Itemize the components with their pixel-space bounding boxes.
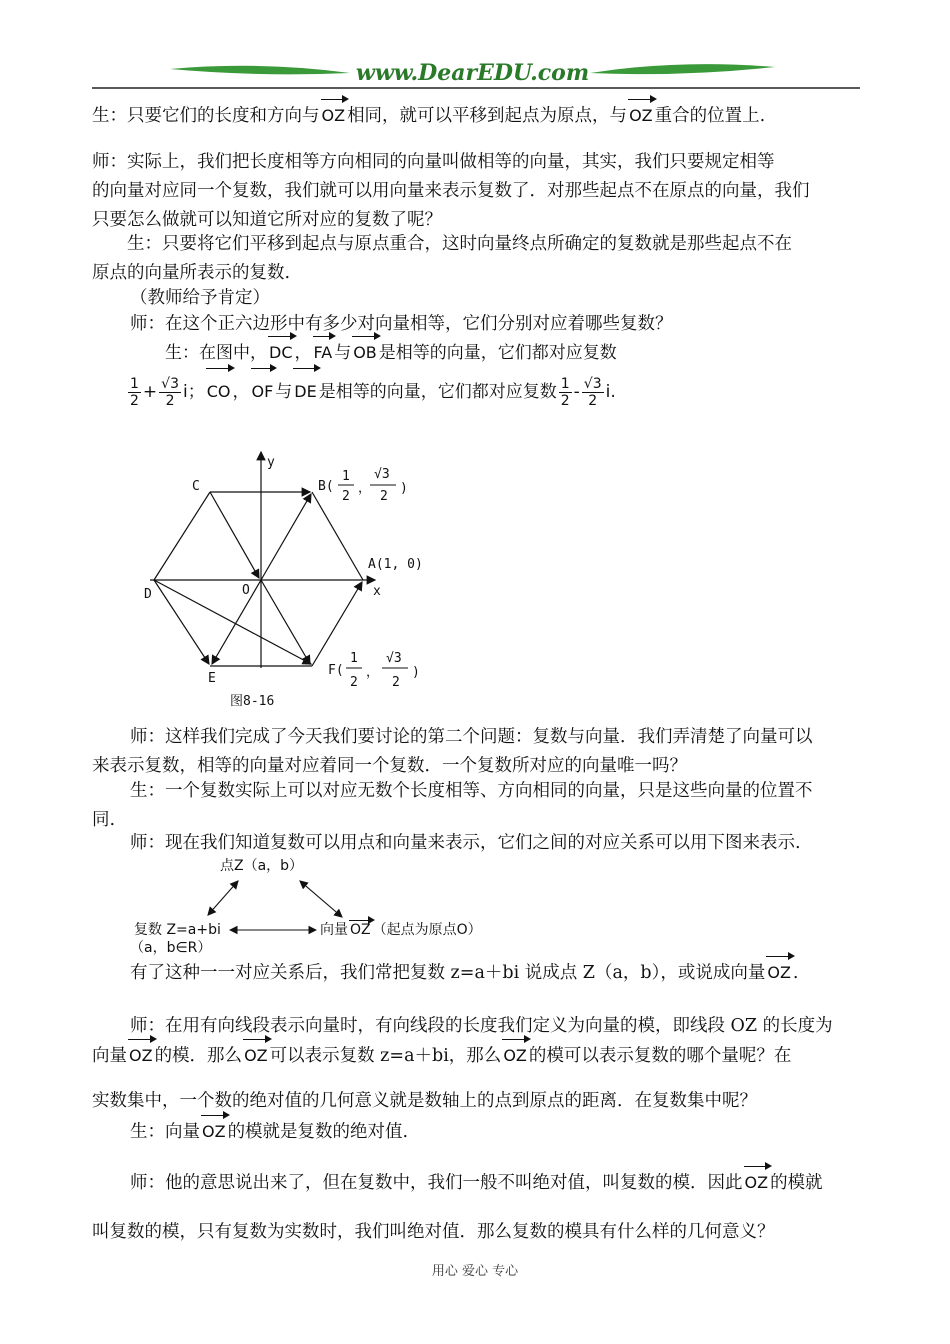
svg-text:2: 2 xyxy=(350,675,358,690)
vector-de: DE xyxy=(292,370,318,414)
label-a: A(1, 0) xyxy=(368,557,423,572)
paragraph-2 xyxy=(92,148,862,235)
paragraph-4: （教师给予肯定） xyxy=(130,288,270,308)
p3-line-2: 原点的向量所表示的复数. xyxy=(92,263,291,283)
page-header xyxy=(0,55,950,95)
label-f: F( xyxy=(328,663,344,678)
paragraph-11-line-3: 实数集中，一个数的绝对值的几何意义就是数轴上的点到原点的距离．在复数集中呢？ xyxy=(92,1091,757,1111)
plus-sign: + xyxy=(142,382,158,402)
label-e: E xyxy=(208,671,216,686)
hexagon-figure xyxy=(130,440,450,720)
svg-text:，: ， xyxy=(358,481,372,496)
label-b: B( xyxy=(318,479,334,494)
vector-oz: OZ xyxy=(765,958,793,987)
vector-oz: OZ xyxy=(501,1041,529,1070)
vector-of: OF xyxy=(250,370,276,414)
paragraph-6 xyxy=(165,338,935,368)
label-o: O xyxy=(242,583,250,598)
page-footer: 用心 爱心 专心 xyxy=(431,1264,519,1279)
fraction-sqrt3-half: $\frac{√3}{2}$ xyxy=(161,375,179,409)
fraction-sqrt3-half-2: $\frac{√3}{2}$ xyxy=(583,375,602,409)
vector-oz: OZ xyxy=(743,1168,771,1197)
paragraph-12: 生：向量 OZ 的模就是复数的绝对值. xyxy=(130,1117,900,1147)
svg-text:，: ， xyxy=(366,665,380,680)
p6-text-b: ， xyxy=(294,343,312,363)
p11-line-1: 师：在用有向线段表示向量时，有向线段的长度我们定义为向量的模，即线段 OZ 的长度为 xyxy=(130,1016,833,1036)
p7-line-1: 师：这样我们完成了今天我们要讨论的第二个问题：复数与向量．我们弄清楚了向量可以 xyxy=(130,727,813,747)
label-y: y xyxy=(267,455,275,470)
minus-sign: - xyxy=(573,382,580,402)
f-coord-fraction xyxy=(346,651,420,690)
diagram-point-label: 点Z（a，b） xyxy=(220,858,304,874)
svg-text:1: 1 xyxy=(342,469,350,484)
b-coord-fraction xyxy=(338,467,408,504)
diagram-vector-label: 向量 OZ （起点为原点O） xyxy=(320,922,482,938)
fraction-half-2: $\frac{1}{2}$ xyxy=(560,375,570,409)
vector-fa: FA xyxy=(312,338,335,367)
correspondence-diagram xyxy=(130,855,550,955)
label-d: D xyxy=(144,587,152,602)
p6-text-d: 是相等的向量，它们都对应复数 xyxy=(378,343,617,363)
p11-line-2: 向量 OZ 的模．那么 OZ 可以表示复数 z=a＋bi，那么 OZ 的模可以表示复数的哪个量呢？在 xyxy=(92,1041,862,1071)
p6-text-e: 是相等的向量，它们都对应复数 xyxy=(318,382,557,402)
p10-text-a: 有了这种一一对应关系后，我们常把复数 z=a＋bi 说成点 Z（a，b），或说成向量 xyxy=(130,963,766,983)
figure-caption: 图8-16 xyxy=(230,694,275,709)
svg-text:√3: √3 xyxy=(386,651,402,666)
paragraph-8 xyxy=(92,777,862,835)
p1-text-a: 生：只要它们的长度和方向与 xyxy=(92,106,320,126)
and-text: 与 xyxy=(275,382,293,402)
svg-text:): ) xyxy=(400,481,408,496)
p8-line-1: 生：一个复数实际上可以对应无数个长度相等、方向相同的向量，只是这些向量的位置不 xyxy=(130,781,813,801)
paragraph-5: 师：在这个正六边形中有多少对向量相等，它们分别对应着哪些复数？ xyxy=(130,314,673,334)
svg-text:2: 2 xyxy=(380,489,388,504)
p1-text-b: 相同，就可以平移到起点为原点，与 xyxy=(347,106,628,126)
svg-text:√3: √3 xyxy=(374,467,390,482)
paragraph-13-line-2: 叫复数的模，只有复数为实数时，我们叫绝对值．那么复数的模具有什么样的几何意义？ xyxy=(92,1222,775,1242)
fraction-half: $\frac{1}{2}$ xyxy=(130,375,139,409)
svg-text:2: 2 xyxy=(392,675,400,690)
vector-oz: OZ xyxy=(200,1117,228,1146)
p2-line-2: 的向量对应同一个复数，我们就可以用向量来表示复数了．对那些起点不在原点的向量，我们 xyxy=(92,181,810,201)
paragraph-3 xyxy=(92,230,862,288)
paragraph-11 xyxy=(92,1012,862,1071)
vector-co: CO xyxy=(205,370,233,414)
p8-line-2: 同. xyxy=(92,810,116,830)
vector-oz: OZ xyxy=(242,1041,270,1070)
svg-text:1: 1 xyxy=(350,651,358,666)
paragraph-13: 师：他的意思说出来了，但在复数中，我们一般不叫绝对值，叫复数的模．因此 OZ 的模就 xyxy=(130,1168,900,1198)
vector-oz: OZ xyxy=(627,101,655,130)
vector-oz: OZ xyxy=(320,101,348,130)
diagram-set-label: （a，b∈R） xyxy=(130,940,212,956)
vector-ob: OB xyxy=(351,338,379,367)
paragraph-7 xyxy=(92,723,862,781)
p2-line-3: 只要怎么做就可以知道它所对应的复数了呢？ xyxy=(92,210,442,230)
p2-line-1: 师：实际上，我们把长度相等方向相同的向量叫做相等的向量，其实，我们只要规定相等 xyxy=(92,152,775,172)
p6-text-a: 生：在图中， xyxy=(165,343,267,363)
paragraph-9: 师：现在我们知道复数可以用点和向量来表示，它们之间的对应关系可以用下图来表示. xyxy=(130,833,801,853)
p3-line-1: 生：只要将它们平移到起点与原点重合，这时向量终点所确定的复数就是那些起点不在 xyxy=(127,234,792,254)
label-c: C xyxy=(192,479,200,494)
comma: ， xyxy=(232,382,250,402)
paragraph-10 xyxy=(130,958,900,988)
svg-text:): ) xyxy=(412,665,420,680)
paragraph-6-line-2 xyxy=(126,370,896,414)
label-x: x xyxy=(373,584,381,599)
p7-line-2: 来表示复数，相等的向量对应着同一个复数．一个复数所对应的向量唯一吗？ xyxy=(92,756,687,776)
imag-unit: i； xyxy=(183,382,205,402)
diagram-complex-label: 复数 Z=a+bi xyxy=(134,922,221,938)
p1-text-c: 重合的位置上. xyxy=(654,106,766,126)
imag-unit-end: i. xyxy=(605,382,616,402)
svg-text:2: 2 xyxy=(342,489,350,504)
p10-text-b: . xyxy=(792,963,799,983)
site-logo: www.DearEDU.com xyxy=(355,60,590,86)
paragraph-1 xyxy=(92,101,862,131)
vector-oz: OZ xyxy=(127,1041,155,1070)
p6-text-c: 与 xyxy=(334,343,352,363)
vector-dc: DC xyxy=(267,338,295,367)
